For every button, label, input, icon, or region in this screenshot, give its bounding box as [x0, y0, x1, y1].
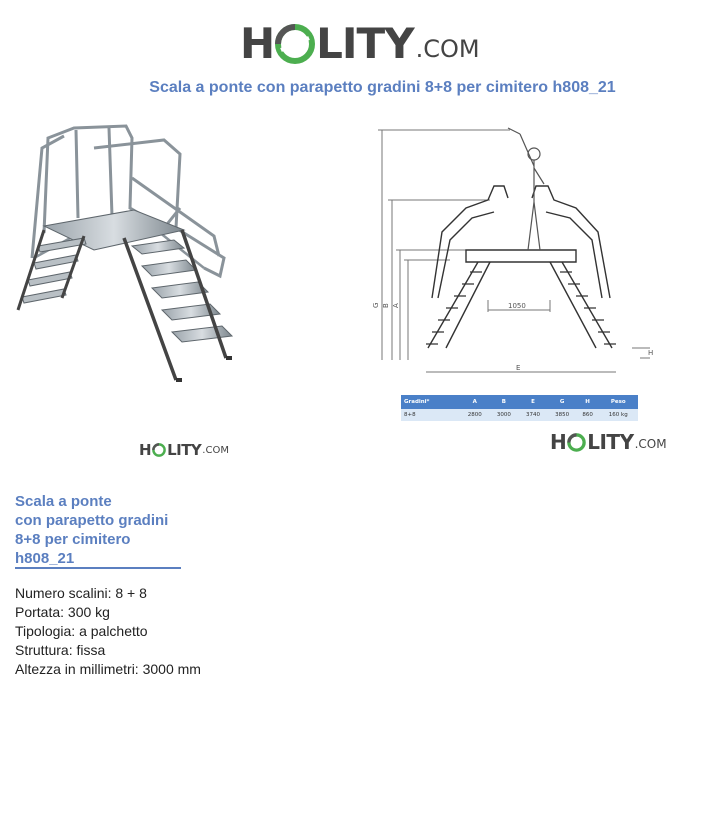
dim-h: H: [648, 349, 654, 357]
list-item: Portata: 300 kg: [15, 604, 110, 620]
spec-table-cell: 3740: [518, 409, 547, 421]
spec-table-cell: 8+8: [401, 409, 460, 421]
holity-logo-small: [550, 428, 667, 456]
spec-table-header: Gradini*: [401, 395, 460, 409]
dim-g: G: [372, 302, 380, 308]
spec-table-header: G: [548, 395, 577, 409]
product-heading-line: con parapetto gradini: [15, 512, 169, 529]
table-row: [401, 409, 638, 421]
product-photo: [14, 118, 236, 393]
dim-e: E: [516, 364, 521, 372]
spec-table-header: B: [489, 395, 518, 409]
page-title: Scala a ponte con parapetto gradini 8+8 per cimitero h808_21: [149, 79, 616, 96]
logo-letters-lity: LITY: [167, 440, 202, 459]
logo-suffix: .COM: [202, 445, 229, 456]
spec-table-cell: 860: [577, 409, 599, 421]
logo-suffix: .COM: [634, 437, 667, 451]
holity-logo[interactable]: [240, 14, 480, 74]
logo-suffix: .COM: [415, 35, 480, 63]
product-heading-line: 8+8 per cimitero: [15, 531, 131, 548]
spec-list: [15, 584, 201, 679]
logo-o-icon: [275, 24, 315, 64]
spec-table-cell: 160 kg: [599, 409, 638, 421]
logo-letter-h: H: [240, 19, 275, 68]
heading-underline: [15, 567, 181, 569]
spec-table: [401, 395, 638, 421]
logo-o-icon: [567, 433, 586, 452]
spec-table-header: Peso: [599, 395, 638, 409]
list-item: Tipologia: a palchetto: [15, 623, 148, 639]
product-heading-line: Scala a ponte: [15, 493, 112, 510]
logo-o-icon: [152, 443, 166, 457]
dim-a: A: [392, 303, 400, 308]
logo-letter-h: H: [139, 440, 152, 459]
spec-table-cell: 3000: [489, 409, 518, 421]
technical-drawing: [370, 122, 670, 392]
dim-b: B: [382, 303, 390, 308]
spec-table-header: A: [460, 395, 489, 409]
holity-logo-small: [139, 438, 229, 461]
spec-table-header: H: [577, 395, 599, 409]
logo-letter-h: H: [550, 430, 567, 454]
logo-letters-lity: LITY: [316, 19, 414, 68]
list-item: Struttura: fissa: [15, 642, 106, 658]
spec-table-cell: 2800: [460, 409, 489, 421]
spec-table-header-row: [401, 395, 638, 409]
dim-width: 1050: [508, 302, 526, 310]
product-heading[interactable]: [15, 492, 195, 568]
logo-letters-lity: LITY: [587, 430, 634, 454]
list-item: Altezza in millimetri: 3000 mm: [15, 661, 201, 677]
product-heading-line: h808_21: [15, 550, 75, 567]
list-item: Numero scalini: 8 + 8: [15, 585, 147, 601]
spec-table-header: E: [518, 395, 547, 409]
spec-table-cell: 3850: [548, 409, 577, 421]
